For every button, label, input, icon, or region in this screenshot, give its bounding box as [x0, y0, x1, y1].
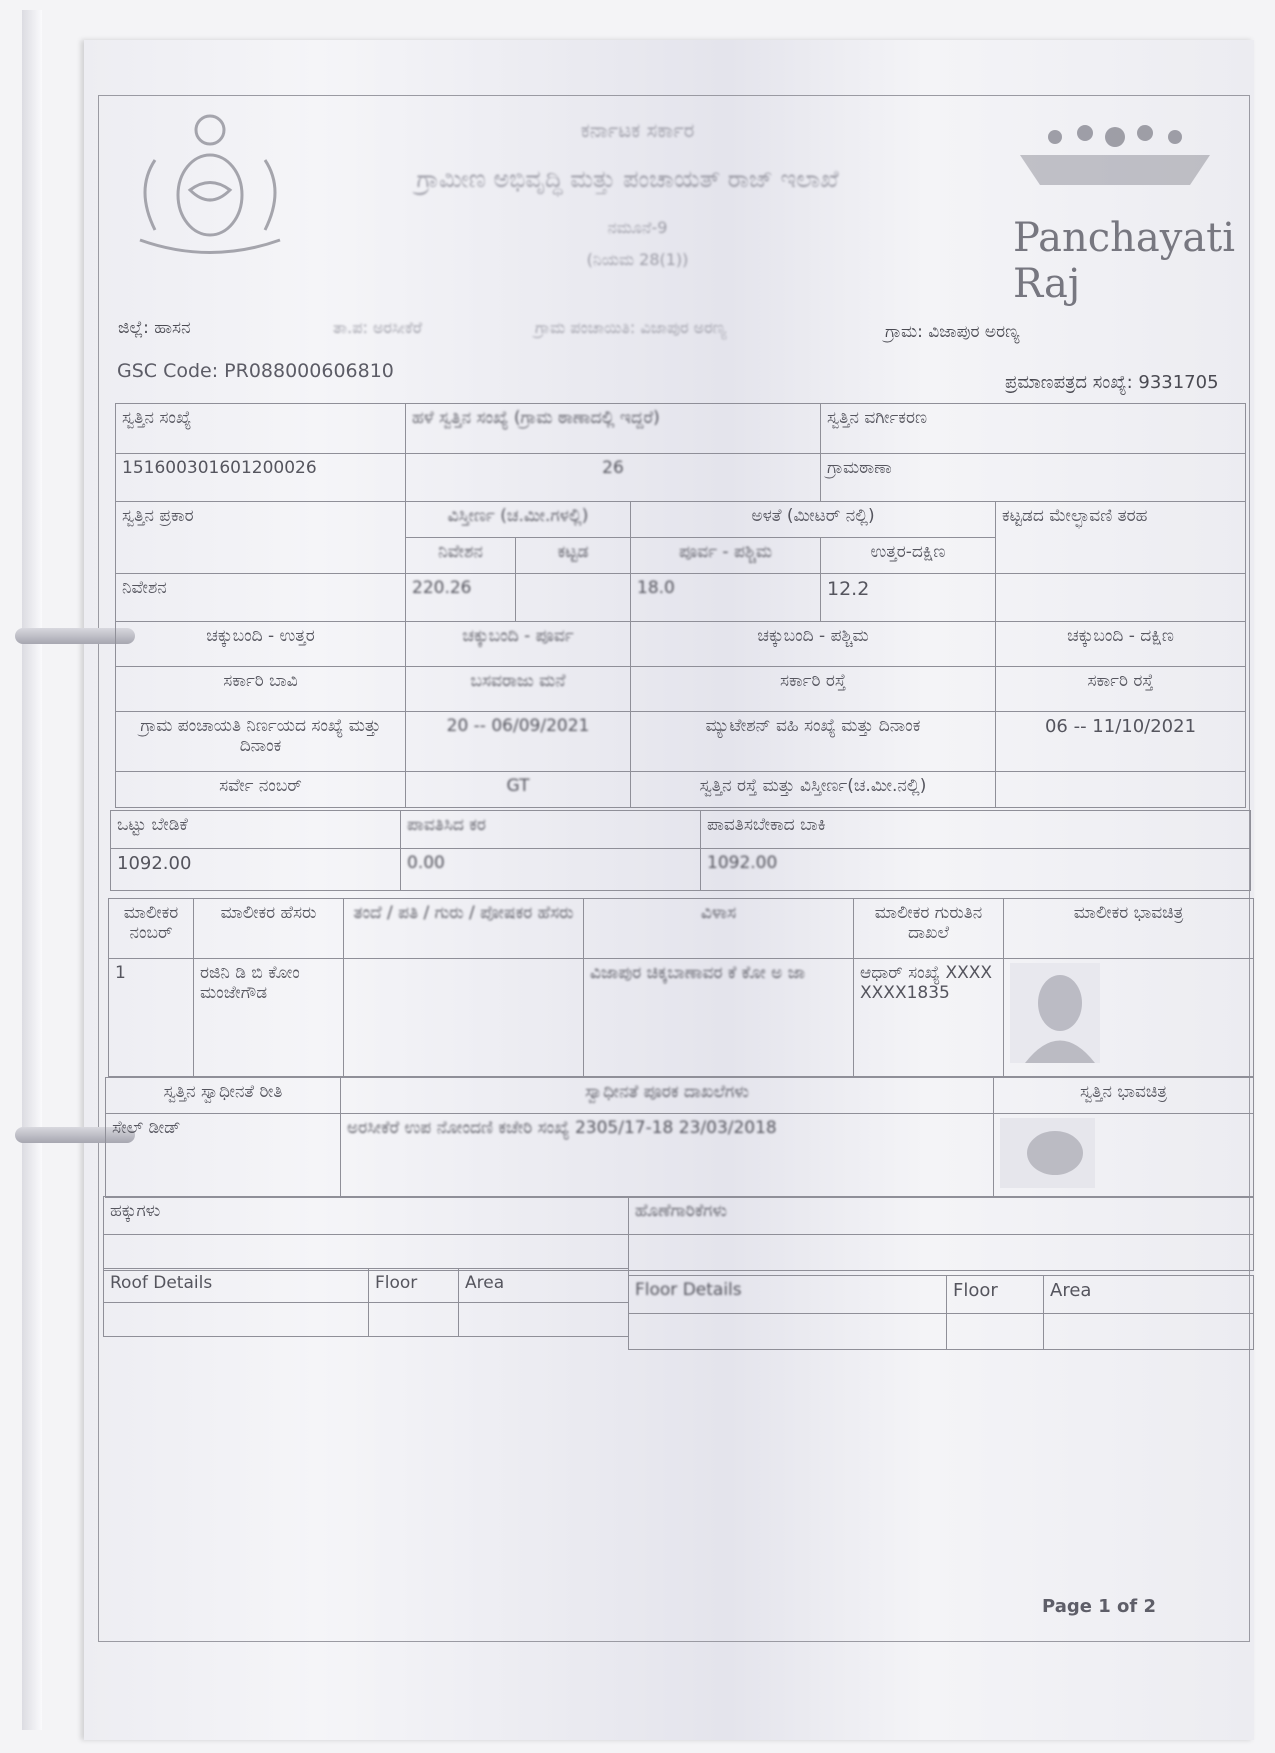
rights-value [104, 1235, 629, 1271]
area-label: ವಿಸ್ತೀರ್ಣ (ಚ.ಮೀ.ಗಳಲ್ಲಿ) [406, 502, 631, 538]
west-boundary-label: ಚಕ್ಕುಬಂದಿ - ಪಶ್ಚಿಮ [631, 622, 996, 667]
owner-id-value: ಆಧಾರ್ ಸಂಖ್ಯೆ XXXXXXXX1835 [854, 959, 1004, 1077]
east-west-label: ಪೂರ್ವ - ಪಶ್ಚಿಮ [631, 538, 821, 574]
owner-address-label: ವಿಳಾಸ [584, 899, 854, 959]
balance-value: 1092.00 [701, 849, 1251, 891]
west-boundary-value: ಸರ್ಕಾರಿ ರಸ್ತೆ [631, 667, 996, 712]
survey-number-value: GT [406, 772, 631, 808]
owner-relation-value [344, 959, 584, 1077]
survey-number-label: ಸರ್ವೇ ನಂಬರ್ [116, 772, 406, 808]
road-area-value [996, 772, 1246, 808]
property-photo-icon [1000, 1118, 1095, 1188]
certificate-number: ಪ್ರಮಾಣಪತ್ರದ ಸಂಖ್ಯೆ: 9331705 [1005, 372, 1219, 393]
owner-id-label: ಮಾಲೀಕರ ಗುರುತಿನ ದಾಖಲೆ [854, 899, 1004, 959]
boundaries-table [115, 621, 1246, 808]
roof-details-table [103, 1268, 629, 1337]
roof-details-title: Roof Details [104, 1269, 369, 1303]
acquisition-method-value: ಸೇಲ್ ಡೀಡ್ [106, 1114, 341, 1198]
old-property-no-label: ಹಳೆ ಸ್ವತ್ತಿನ ಸಂಖ್ಯೆ (ಗ್ರಾಮ ಠಾಣಾದಲ್ಲಿ ಇದ್ದರೆ) [406, 404, 821, 454]
header-department: ಗ್ರಾಮೀಣ ಅಭಿವೃದ್ಧಿ ಮತ್ತು ಪಂಚಾಯತ್ ರಾಜ್ ಇಲಾಖೆ [416, 165, 839, 193]
north-south-label: ಉತ್ತರ-ದಕ್ಷಿಣ [821, 538, 996, 574]
panchayati-raj-logo-text: Panchayati Raj [1013, 215, 1236, 307]
owner-no-label: ಮಾಲೀಕರ ನಂಬರ್ [109, 899, 194, 959]
total-demand-value: 1092.00 [111, 849, 401, 891]
property-type-label: ಸ್ವತ್ತಿನ ಪ್ರಕಾರ [116, 502, 406, 574]
property-class-value: ಗ್ರಾಮಠಾಣಾ [821, 454, 1246, 502]
north-boundary-label: ಚಕ್ಕುಬಂದಿ - ಉತ್ತರ [116, 622, 406, 667]
owner-photo-cell [1004, 959, 1254, 1077]
property-id-label: ಸ್ವತ್ತಿನ ಸಂಖ್ಯೆ [116, 404, 406, 454]
north-boundary-value: ಸರ್ಕಾರಿ ಬಾವಿ [116, 667, 406, 712]
building-type-label: ಕಟ್ಟಡದ ಮೇಲ್ಛಾವಣಿ ತರಹ [996, 502, 1246, 574]
east-boundary-label: ಚಕ್ಕುಬಂದಿ - ಪೂರ್ವ [406, 622, 631, 667]
paid-tax-label: ಪಾವತಿಸಿದ ಕರ [401, 811, 701, 849]
property-photo-label: ಸ್ವತ್ತಿನ ಭಾವಚಿತ್ರ [994, 1078, 1254, 1114]
owner-address-value: ವಿಜಾಪುರ ಚಿಕ್ಕಬಾಣಾವರ ಕೆ ಕೋ ಅ ಜಾ [584, 959, 854, 1077]
floor-row-cell [1044, 1314, 1254, 1350]
taluk-label: ತಾ.ಪ: ಅರಸೀಕೆರೆ [333, 318, 423, 337]
property-type-table [115, 501, 1246, 622]
owner-name-value: ರಜಿನಿ ಡಿ ಬಿ ಕೋಂ ಮಂಜೇಗೌಡ [194, 959, 344, 1077]
paid-tax-value: 0.00 [401, 849, 701, 891]
building-type-value [996, 574, 1246, 622]
mutation-label: ಮ್ಯುಟೇಶನ್ ವಹಿ ಸಂಖ್ಯೆ ಮತ್ತು ದಿನಾಂಕ [631, 712, 996, 772]
site-label: ನಿವೇಶನ [406, 538, 516, 574]
owner-no-value: 1 [109, 959, 194, 1077]
site-area-value: 220.26 [406, 574, 516, 622]
east-boundary-value: ಬಸವರಾಜು ಮನೆ [406, 667, 631, 712]
liabilities-value [629, 1235, 1254, 1271]
floor-floor-header: Floor [947, 1276, 1044, 1314]
north-south-value: 12.2 [821, 574, 996, 622]
floor-area-header: Area [1044, 1276, 1254, 1314]
district-label: ಜಿಲ್ಲೆ: ಹಾಸನ [118, 318, 191, 338]
acquisition-docs-label: ಸ್ವಾಧೀನತೆ ಪೂರಕ ದಾಖಲೆಗಳು [341, 1078, 994, 1114]
owner-photo-label: ಮಾಲೀಕರ ಭಾವಚಿತ್ರ [1004, 899, 1254, 959]
owner-name-label: ಮಾಲೀಕರ ಹೆಸರು [194, 899, 344, 959]
owner-table [108, 898, 1254, 1077]
property-type-value: ನಿವೇಶನ [116, 574, 406, 622]
gram-panchayat-label: ಗ್ರಾಮ ಪಂಚಾಯಿತಿ: ವಿಜಾಪುರ ಅರಣ್ಯ [535, 318, 727, 337]
south-boundary-label: ಚಕ್ಕುಬಂದಿ - ದಕ್ಷಿಣ [996, 622, 1246, 667]
building-label: ಕಟ್ಟಡ [516, 538, 631, 574]
header-govt: ಕರ್ನಾಟಕ ಸರ್ಕಾರ [580, 118, 695, 142]
resolution-label: ಗ್ರಾಮ ಪಂಚಾಯತಿ ನಿರ್ಣಯದ ಸಂಖ್ಯೆ ಮತ್ತು ದಿನಾಂಕ [116, 712, 406, 772]
floor-row-cell [629, 1314, 947, 1350]
property-class-label: ಸ್ವತ್ತಿನ ವರ್ಗೀಕರಣ [821, 404, 1246, 454]
acquisition-table [105, 1077, 1254, 1198]
property-id-table [115, 403, 1246, 502]
liabilities-label: ಹೊಣೆಗಾರಿಕೆಗಳು [629, 1197, 1254, 1235]
rights-table [103, 1196, 1254, 1271]
acquisition-docs-value: ಅರಸೀಕೆರೆ ಉಪ ನೋಂದಣಿ ಕಚೇರಿ ಸಂಖ್ಯೆ 2305/17-18 23/03/2018 [341, 1114, 994, 1198]
total-demand-label: ಒಟ್ಟು ಬೇಡಿಕೆ [111, 811, 401, 849]
roof-row-cell [104, 1303, 369, 1337]
header-form-no: ನಮೂನೆ-9 [607, 218, 668, 237]
owner-photo-icon [1010, 963, 1100, 1063]
header-rule-no: (ನಿಯಮ 28(1)) [586, 250, 689, 269]
floor-row-cell [947, 1314, 1044, 1350]
roof-floor-header: Floor [369, 1269, 459, 1303]
roof-row-cell [369, 1303, 459, 1337]
old-property-no-value: 26 [406, 454, 821, 502]
property-id-value: 151600301601200026 [116, 454, 406, 502]
gsc-code: GSC Code: PR088000606810 [117, 360, 394, 382]
tax-table [110, 810, 1251, 891]
page-number: Page 1 of 2 [1042, 1596, 1156, 1617]
east-west-value: 18.0 [631, 574, 821, 622]
property-photo-cell [994, 1114, 1254, 1198]
road-area-label: ಸ್ವತ್ತಿನ ರಸ್ತೆ ಮತ್ತು ವಿಸ್ತೀರ್ಣ(ಚ.ಮೀ.ನಲ್ಲಿ) [631, 772, 996, 808]
owner-relation-label: ತಂದೆ / ಪತಿ / ಗುರು / ಪೋಷಕರ ಹೆಸರು [344, 899, 584, 959]
resolution-value: 20 -- 06/09/2021 [406, 712, 631, 772]
dimension-label: ಅಳತೆ (ಮೀಟರ್ ನಲ್ಲಿ) [631, 502, 996, 538]
south-boundary-value: ಸರ್ಕಾರಿ ರಸ್ತೆ [996, 667, 1246, 712]
balance-label: ಪಾವತಿಸಬೇಕಾದ ಬಾಕಿ [701, 811, 1251, 849]
floor-details-title: Floor Details [629, 1276, 947, 1314]
mutation-value: 06 -- 11/10/2021 [996, 712, 1246, 772]
acquisition-method-label: ಸ್ವತ್ತಿನ ಸ್ವಾಧೀನತೆ ರೀತಿ [106, 1078, 341, 1114]
building-area-value [516, 574, 631, 622]
roof-row-cell [459, 1303, 629, 1337]
village-label: ಗ್ರಾಮ: ವಿಜಾಪುರ ಅರಣ್ಯ [885, 322, 1020, 342]
floor-details-table [628, 1275, 1254, 1350]
rights-label: ಹಕ್ಕುಗಳು [104, 1197, 629, 1235]
roof-area-header: Area [459, 1269, 629, 1303]
